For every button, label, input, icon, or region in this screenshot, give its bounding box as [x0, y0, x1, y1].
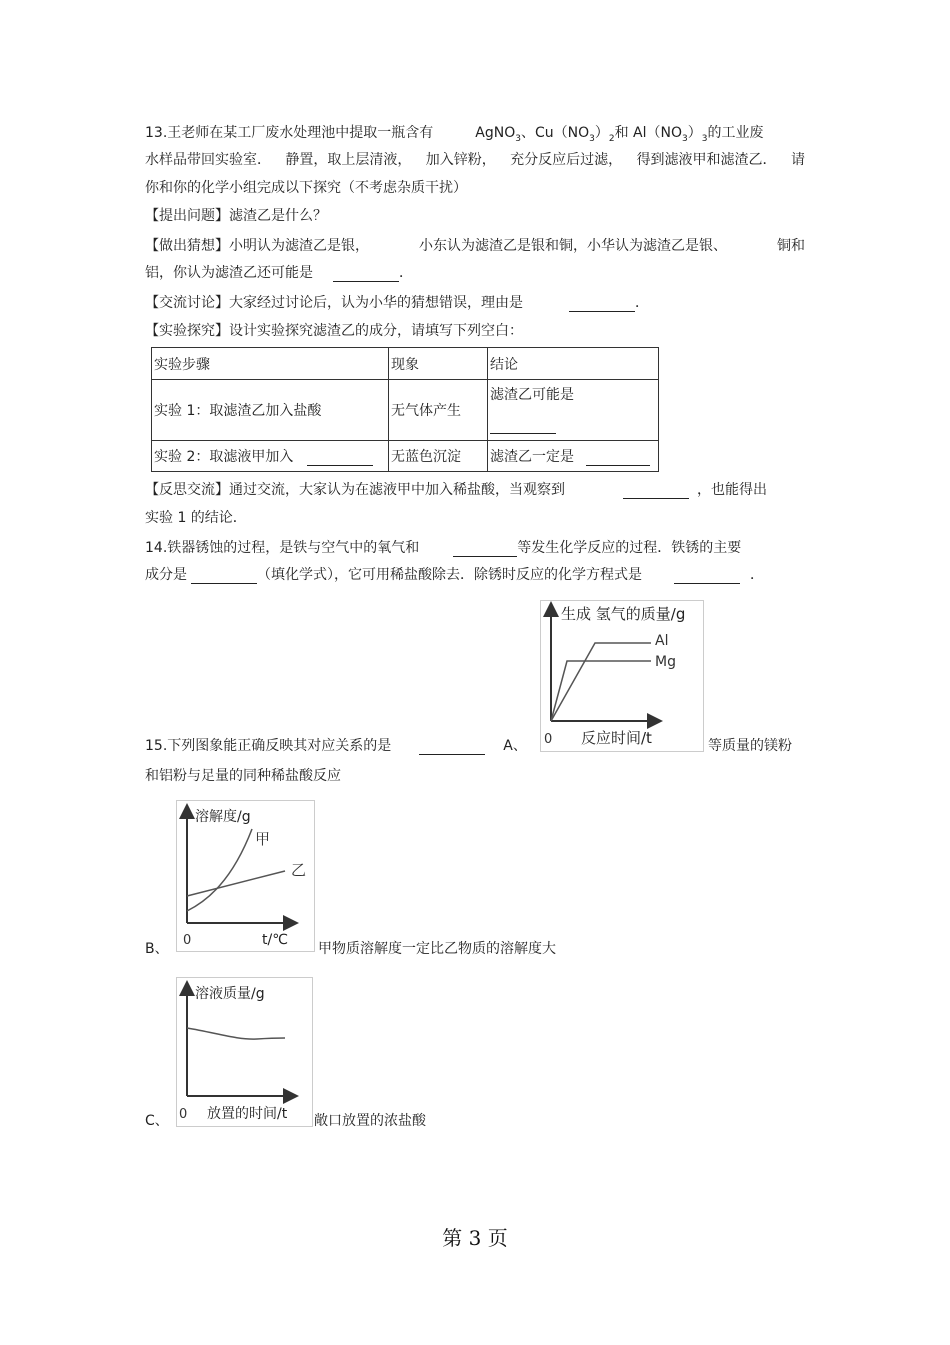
q15-c-prefix: C、 — [145, 1113, 169, 1129]
q13-reflect: 【反思交流】通过交流，大家认为在滤液甲中加入稀盐酸，当观察到 ，也能得出 — [145, 482, 767, 498]
origin-label: 0 — [544, 732, 553, 747]
x-axis-label: 反应时间/t — [581, 729, 652, 747]
q13-guess2: 铝，你认为滤渣乙还可能是 ． — [145, 265, 413, 281]
solution-mass-curve — [187, 1028, 285, 1039]
series-label-yi: 乙 — [291, 861, 307, 879]
answer-blank[interactable] — [307, 449, 373, 466]
q13-line3: 你和你的化学小组完成以下探究（不考虑杂质干扰） — [145, 180, 467, 196]
table-cell: 无蓝色沉淀 — [389, 441, 488, 472]
q15-b-prefix: B、 — [145, 941, 169, 957]
table-cell: 实验 1：取滤渣乙加入盐酸 — [152, 380, 389, 441]
origin-label: 0 — [183, 933, 192, 948]
q13-explore: 【实验探究】设计实验探究滤渣乙的成分，请填写下列空白： — [145, 323, 523, 339]
table-cell: 实验 2：取滤液甲加入 — [152, 441, 389, 472]
series-label-jia: 甲 — [255, 830, 271, 848]
table-header: 结论 — [488, 348, 659, 380]
q15-a-text: 等质量的镁粉 — [708, 738, 792, 754]
table-cell: 滤渣乙一定是 — [488, 441, 659, 472]
q13-guess: 【做出猜想】小明认为滤渣乙是银， 小东认为滤渣乙是银和铜，小华认为滤渣乙是银、 铜和 — [145, 238, 805, 254]
table-cell: 滤渣乙可能是 — [488, 380, 659, 441]
q14-line1: 14.铁器锈蚀的过程，是铁与空气中的氧气和 等发生化学反应的过程．铁锈的主要 — [145, 540, 742, 556]
graph-c — [176, 977, 313, 1127]
series-label-al: Al — [655, 633, 669, 649]
q15-b-text: 甲物质溶解度一定比乙物质的溶解度大 — [318, 941, 556, 957]
series-label-mg: Mg — [655, 654, 676, 670]
answer-blank[interactable] — [419, 738, 485, 755]
series-al-line — [551, 643, 651, 721]
series-mg-line — [551, 661, 651, 721]
graph-b — [176, 800, 315, 952]
q15-a-text2: 和铝粉与足量的同种稀盐酸反应 — [145, 768, 341, 784]
q15-stem: 15.下列图象能正确反映其对应关系的是 A、 — [145, 738, 527, 754]
q13-ask: 【提出问题】滤渣乙是什么？ — [145, 208, 327, 224]
answer-blank[interactable] — [586, 449, 650, 466]
table-header: 实验步骤 — [152, 348, 389, 380]
answer-blank[interactable] — [569, 295, 635, 312]
q14-line2: 成分是 （填化学式），它可用稀盐酸除去．除锈时反应的化学方程式是 ． — [145, 567, 764, 583]
answer-blank[interactable] — [623, 482, 689, 499]
y-axis-label: 溶解度/g — [195, 809, 251, 825]
answer-blank[interactable] — [490, 417, 556, 434]
x-axis-label: t/℃ — [262, 932, 288, 948]
y-axis-label: 溶液质量/g — [195, 986, 265, 1002]
answer-blank[interactable] — [191, 567, 257, 584]
page-footer: 第 3 页 — [442, 1226, 508, 1250]
q13-discuss: 【交流讨论】大家经过讨论后，认为小华的猜想错误，理由是 ． — [145, 295, 649, 311]
experiment-table — [151, 347, 659, 472]
series-yi-line — [187, 871, 285, 896]
x-axis-label: 放置的时间/t — [207, 1106, 288, 1122]
answer-blank[interactable] — [674, 567, 740, 584]
y-axis-label: 生成 氢气的质量/g — [561, 605, 686, 623]
answer-blank[interactable] — [453, 540, 517, 557]
q13-reflect2: 实验 1 的结论． — [145, 510, 247, 526]
graph-a — [540, 600, 704, 752]
q13-line1: 13.王老师在某工厂废水处理池中提取一瓶含有 AgNO$_3$、$Cu(NO_3)_2$和 $Al(NO_3)_3$的工业废 — [145, 125, 764, 144]
answer-blank[interactable] — [333, 265, 399, 282]
table-header: 现象 — [389, 348, 488, 380]
origin-label: 0 — [179, 1107, 188, 1122]
q15-c-text: 敞口放置的浓盐酸 — [314, 1113, 426, 1129]
table-cell: 无气体产生 — [389, 380, 488, 441]
series-jia-curve — [187, 829, 252, 911]
q13-line2: 水样品带回实验室． 静置，取上层清液， 加入锌粉， 充分反应后过滤， 得到滤液甲和滤渣乙． 请 — [145, 152, 805, 168]
